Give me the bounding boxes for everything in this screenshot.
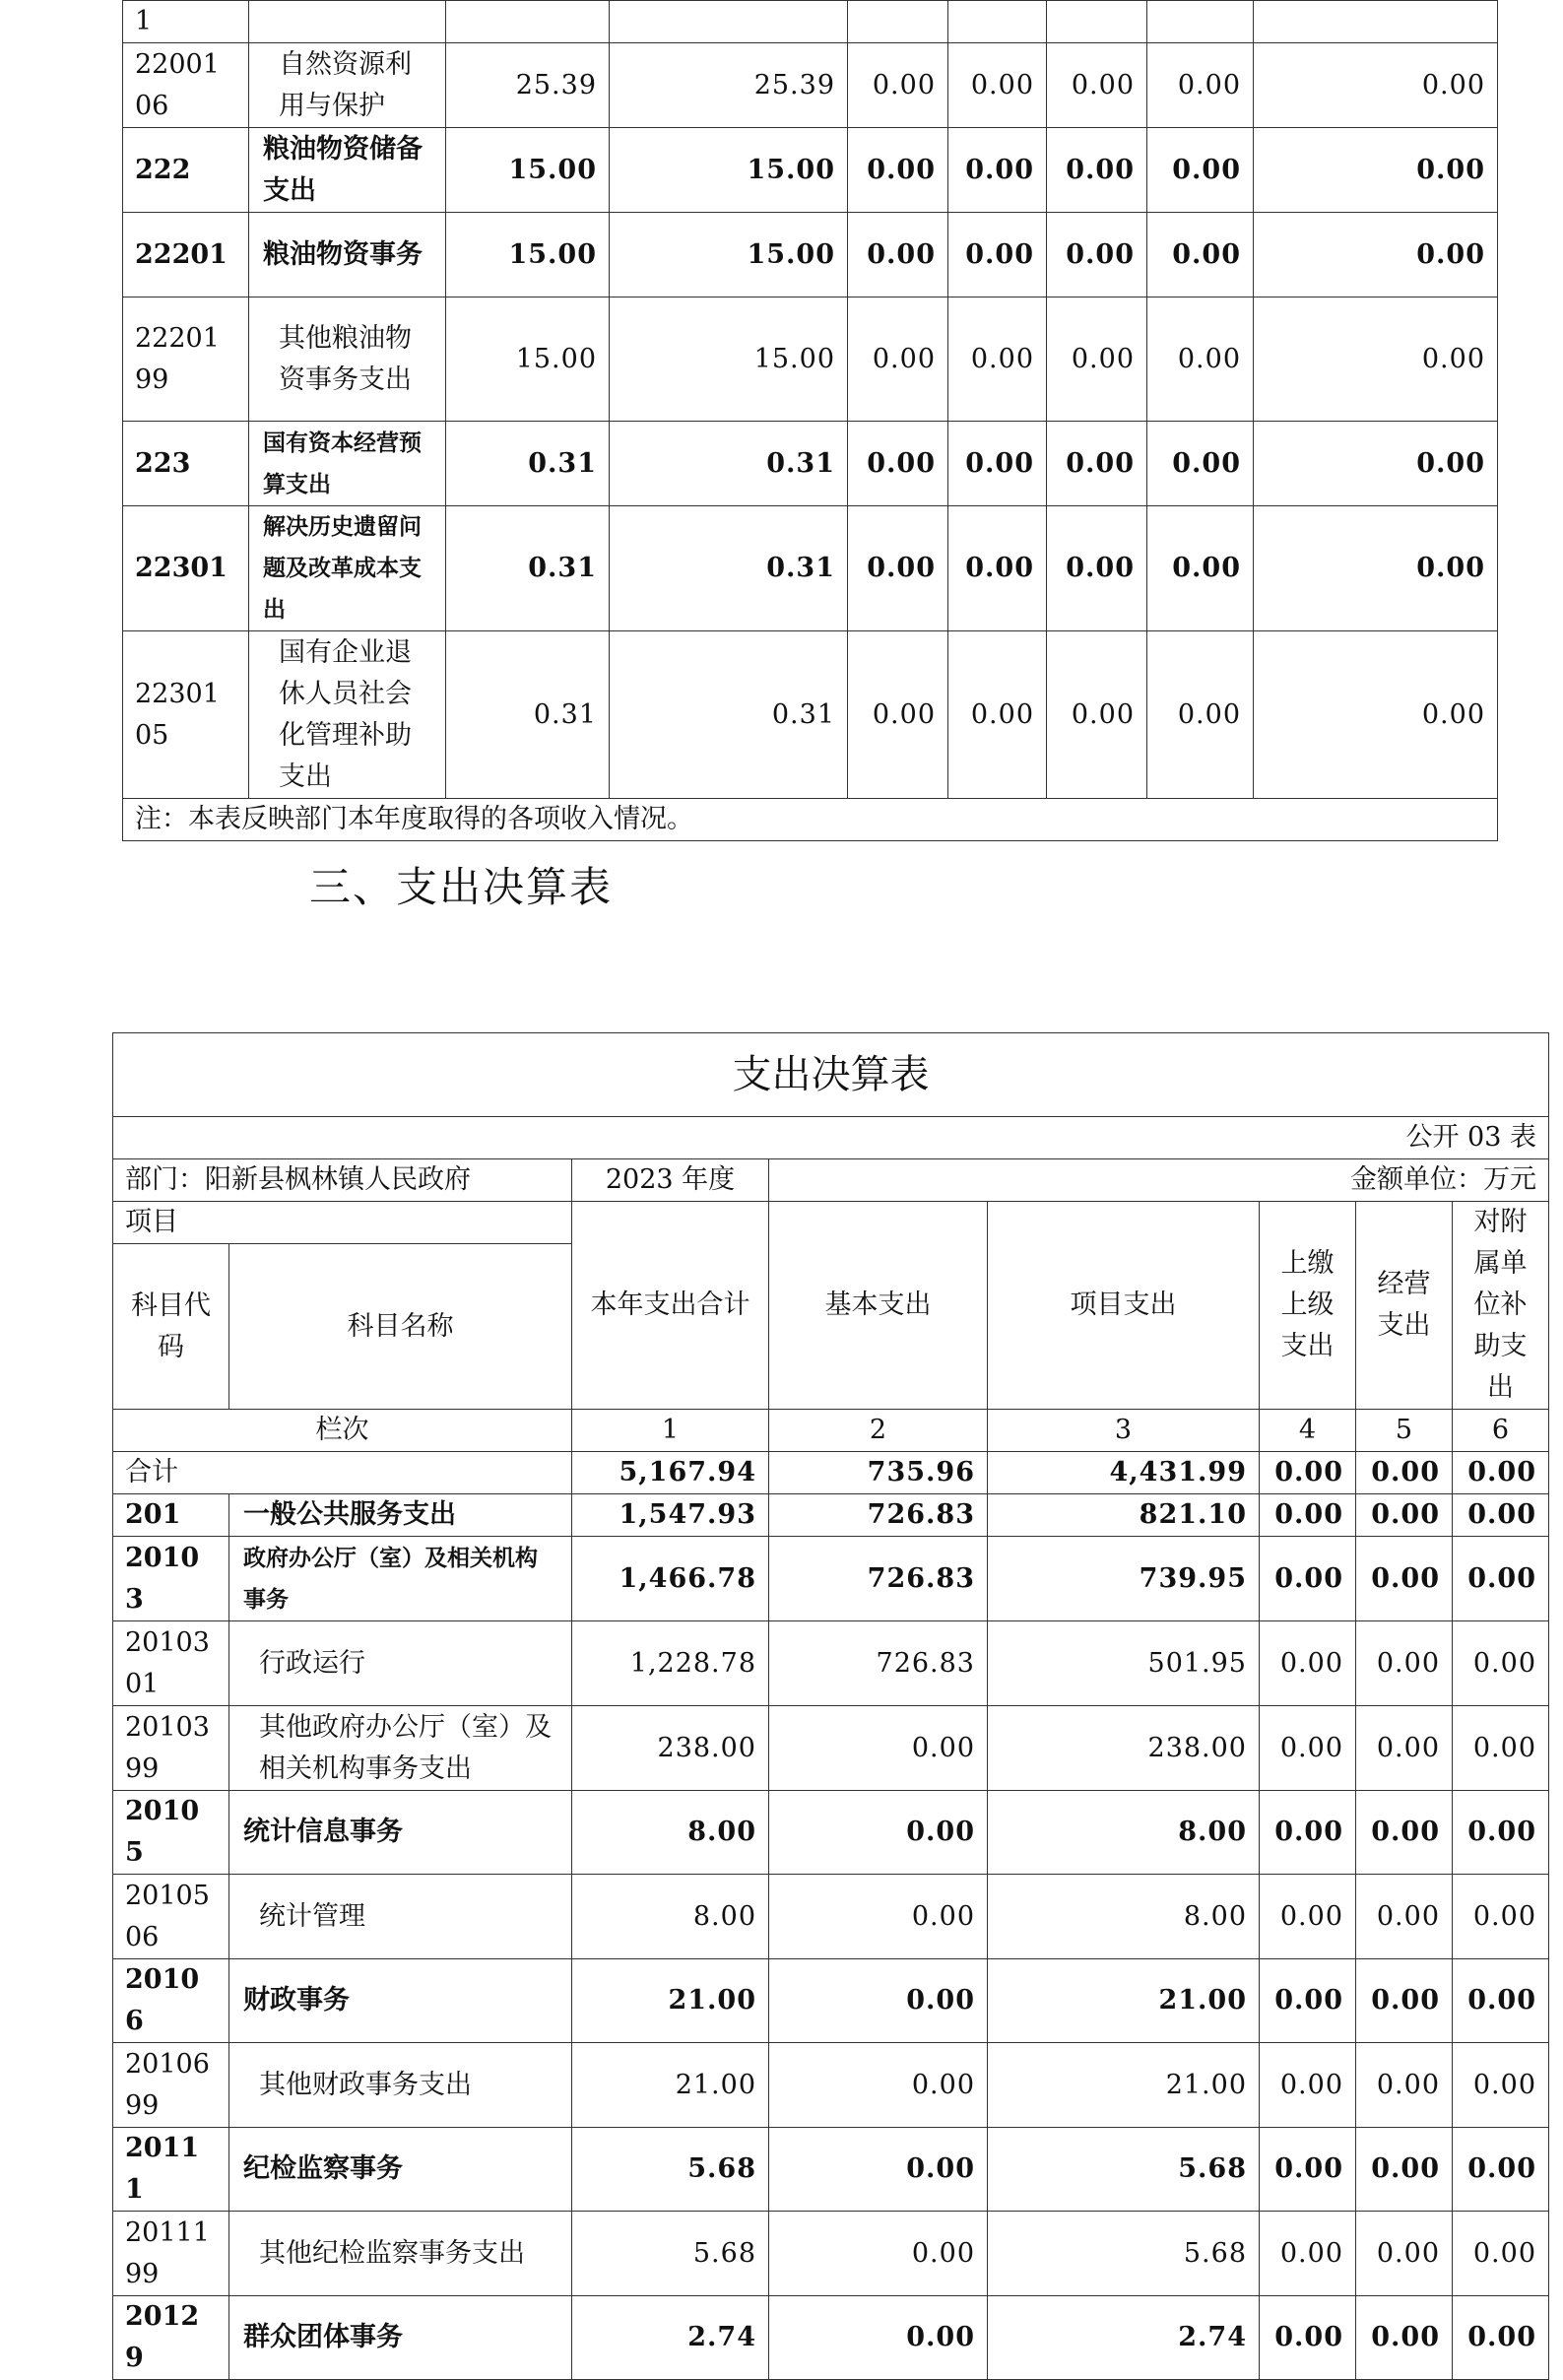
subject-code: 2010506 [113, 1875, 229, 1959]
amount-cell: 0.00 [848, 213, 948, 298]
subject-name: 统计管理 [229, 1875, 572, 1959]
amount-cell: 0.00 [1254, 631, 1498, 799]
amount-cell: 0.00 [848, 43, 948, 128]
amount-cell: 1,466.78 [572, 1537, 769, 1621]
amount-cell: 0.00 [948, 128, 1047, 213]
amount-cell: 821.10 [988, 1494, 1260, 1537]
amount-cell [1047, 1, 1147, 43]
total-value: 0.00 [1356, 1452, 1453, 1494]
amount-cell: 726.83 [769, 1537, 988, 1621]
header-subsidy: 对附属单位补助支出 [1453, 1202, 1549, 1410]
department-label: 部门：阳新县枫林镇人民政府 [113, 1159, 572, 1202]
amount-cell: 501.95 [988, 1621, 1260, 1706]
amount-cell: 0.00 [1356, 2296, 1453, 2380]
amount-unit: 金额单位：万元 [769, 1159, 1549, 1202]
income-table-continued [122, 0, 1498, 841]
amount-cell: 0.00 [1047, 298, 1147, 422]
amount-cell: 0.00 [948, 298, 1047, 422]
amount-cell: 21.00 [572, 1959, 769, 2043]
amount-cell: 0.00 [1453, 1706, 1549, 1791]
subject-code: 2220199 [123, 298, 249, 422]
amount-cell: 0.00 [1453, 1959, 1549, 2043]
subject-code: 1 [123, 1, 249, 43]
amount-cell: 0.00 [1147, 43, 1254, 128]
amount-cell: 0.00 [1356, 1791, 1453, 1875]
table-row [123, 1, 1498, 43]
amount-cell: 0.00 [1260, 1621, 1356, 1706]
subject-code: 2011199 [113, 2212, 229, 2296]
table-row [123, 213, 1498, 298]
amount-cell: 15.00 [446, 128, 610, 213]
amount-cell: 21.00 [988, 1959, 1260, 2043]
amount-cell: 8.00 [572, 1875, 769, 1959]
table-title: 支出决算表 [113, 1033, 1549, 1117]
amount-cell: 238.00 [572, 1706, 769, 1791]
amount-cell: 0.00 [948, 213, 1047, 298]
table-row [113, 2296, 1549, 2380]
amount-cell: 15.00 [446, 213, 610, 298]
amount-cell: 25.39 [446, 43, 610, 128]
total-value: 0.00 [1453, 1452, 1549, 1494]
amount-cell [948, 1, 1047, 43]
subject-code: 222 [123, 128, 249, 213]
amount-cell: 0.00 [948, 422, 1047, 506]
amount-cell: 0.00 [1047, 506, 1147, 631]
amount-cell: 0.00 [1453, 2128, 1549, 2212]
header-name: 科目名称 [229, 1244, 572, 1410]
total-value: 4,431.99 [988, 1452, 1260, 1494]
amount-cell: 25.39 [610, 43, 848, 128]
amount-cell: 0.00 [769, 1791, 988, 1875]
amount-cell: 0.00 [1453, 1875, 1549, 1959]
column-index: 4 [1260, 1410, 1356, 1452]
amount-cell: 0.00 [1147, 128, 1254, 213]
amount-cell: 0.00 [1356, 1875, 1453, 1959]
amount-cell: 0.00 [1260, 1706, 1356, 1791]
total-value: 735.96 [769, 1452, 988, 1494]
amount-cell: 0.00 [1453, 1791, 1549, 1875]
column-index: 2 [769, 1410, 988, 1452]
amount-cell: 0.00 [948, 631, 1047, 799]
amount-cell: 0.00 [1356, 2128, 1453, 2212]
amount-cell: 0.00 [848, 128, 948, 213]
header-total: 本年支出合计 [572, 1202, 769, 1410]
subject-name: 纪检监察事务 [229, 2128, 572, 2212]
amount-cell: 0.00 [848, 631, 948, 799]
subject-code: 20106 [113, 1959, 229, 2043]
amount-cell: 0.00 [1356, 2043, 1453, 2128]
amount-cell: 0.00 [769, 1706, 988, 1791]
subject-name: 政府办公厅（室）及相关机构事务 [229, 1537, 572, 1621]
amount-cell: 0.00 [1260, 1791, 1356, 1875]
amount-cell: 5.68 [988, 2212, 1260, 2296]
amount-cell: 21.00 [988, 2043, 1260, 2128]
amount-cell: 0.00 [1147, 631, 1254, 799]
table-row [113, 2043, 1549, 2128]
table-row [113, 2212, 1549, 2296]
column-index: 5 [1356, 1410, 1453, 1452]
amount-cell: 0.00 [1047, 128, 1147, 213]
amount-cell: 0.00 [1147, 422, 1254, 506]
table-row [123, 43, 1498, 128]
header-item: 项目 [113, 1202, 572, 1244]
total-value: 0.00 [1260, 1452, 1356, 1494]
subject-name: 统计信息事务 [229, 1791, 572, 1875]
subject-name: 其他财政事务支出 [229, 2043, 572, 2128]
amount-cell [848, 1, 948, 43]
amount-cell: 0.00 [769, 2212, 988, 2296]
subject-name: 解决历史遗留问题及改革成本支出 [249, 506, 446, 631]
column-index: 6 [1453, 1410, 1549, 1452]
amount-cell: 0.00 [1260, 1959, 1356, 2043]
subject-code: 2010399 [113, 1706, 229, 1791]
amount-cell: 0.00 [1254, 128, 1498, 213]
table-row [113, 1494, 1549, 1537]
amount-cell: 0.31 [446, 631, 610, 799]
subject-code: 2200106 [123, 43, 249, 128]
amount-cell: 0.31 [446, 422, 610, 506]
table-row [123, 631, 1498, 799]
amount-cell: 0.00 [769, 1959, 988, 2043]
total-value: 5,167.94 [572, 1452, 769, 1494]
column-index-label: 栏次 [113, 1410, 572, 1452]
subject-name: 国有企业退休人员社会化管理补助支出 [249, 631, 446, 799]
amount-cell: 2.74 [572, 2296, 769, 2380]
amount-cell: 0.31 [610, 422, 848, 506]
table-row [123, 506, 1498, 631]
amount-cell: 0.00 [1260, 2128, 1356, 2212]
amount-cell: 0.00 [1260, 1537, 1356, 1621]
subject-code: 22201 [123, 213, 249, 298]
subject-name: 一般公共服务支出 [229, 1494, 572, 1537]
table-row [123, 422, 1498, 506]
amount-cell: 0.00 [1356, 1494, 1453, 1537]
subject-name: 群众团体事务 [229, 2296, 572, 2380]
amount-cell: 15.00 [610, 128, 848, 213]
amount-cell: 8.00 [988, 1875, 1260, 1959]
amount-cell: 0.00 [769, 2296, 988, 2380]
amount-cell: 5.68 [572, 2128, 769, 2212]
table-row [113, 1875, 1549, 1959]
amount-cell: 0.00 [1453, 2212, 1549, 2296]
amount-cell: 15.00 [610, 213, 848, 298]
subject-name: 行政运行 [229, 1621, 572, 1706]
amount-cell: 0.00 [948, 43, 1047, 128]
amount-cell: 0.00 [848, 298, 948, 422]
amount-cell: 238.00 [988, 1706, 1260, 1791]
amount-cell [1147, 1, 1254, 43]
subject-code: 2230105 [123, 631, 249, 799]
amount-cell: 0.00 [769, 1875, 988, 1959]
subject-code: 20129 [113, 2296, 229, 2380]
subject-code: 2010301 [113, 1621, 229, 1706]
table-row [123, 128, 1498, 213]
subject-code: 20103 [113, 1537, 229, 1621]
subject-name: 财政事务 [229, 1959, 572, 2043]
amount-cell: 0.00 [1356, 1621, 1453, 1706]
amount-cell: 0.00 [1147, 298, 1254, 422]
column-index: 3 [988, 1410, 1260, 1452]
subject-name [249, 1, 446, 43]
form-number: 公开 03 表 [113, 1117, 1549, 1159]
amount-cell: 0.00 [1260, 1494, 1356, 1537]
amount-cell: 739.95 [988, 1537, 1260, 1621]
table-note: 注：本表反映部门本年度取得的各项收入情况。 [123, 799, 1498, 841]
amount-cell: 0.00 [1453, 1494, 1549, 1537]
subject-code: 2010699 [113, 2043, 229, 2128]
amount-cell: 5.68 [988, 2128, 1260, 2212]
amount-cell: 0.00 [1254, 506, 1498, 631]
amount-cell: 726.83 [769, 1621, 988, 1706]
header-basic: 基本支出 [769, 1202, 988, 1410]
subject-code: 22301 [123, 506, 249, 631]
subject-code: 20111 [113, 2128, 229, 2212]
amount-cell: 0.00 [1356, 1706, 1453, 1791]
amount-cell: 0.00 [1254, 43, 1498, 128]
amount-cell: 1,228.78 [572, 1621, 769, 1706]
amount-cell: 0.00 [769, 2128, 988, 2212]
amount-cell: 0.00 [1260, 2043, 1356, 2128]
amount-cell: 0.00 [1260, 1875, 1356, 1959]
amount-cell: 0.00 [848, 422, 948, 506]
subject-name: 其他粮油物资事务支出 [249, 298, 446, 422]
subject-name: 粮油物资储备支出 [249, 128, 446, 213]
amount-cell: 0.00 [1453, 2043, 1549, 2128]
fiscal-year: 2023 年度 [572, 1159, 769, 1202]
amount-cell: 15.00 [446, 298, 610, 422]
table-row [113, 1791, 1549, 1875]
amount-cell: 1,547.93 [572, 1494, 769, 1537]
amount-cell: 0.00 [1356, 1959, 1453, 2043]
amount-cell: 0.00 [1254, 422, 1498, 506]
subject-name: 粮油物资事务 [249, 213, 446, 298]
header-remit: 上缴上级支出 [1260, 1202, 1356, 1410]
amount-cell: 8.00 [988, 1791, 1260, 1875]
amount-cell [610, 1, 848, 43]
amount-cell: 0.00 [1453, 2296, 1549, 2380]
amount-cell: 0.00 [1453, 1621, 1549, 1706]
amount-cell: 0.00 [1047, 43, 1147, 128]
amount-cell: 0.00 [848, 506, 948, 631]
amount-cell: 0.00 [1147, 213, 1254, 298]
table-row [123, 298, 1498, 422]
subject-name: 其他政府办公厅（室）及相关机构事务支出 [229, 1706, 572, 1791]
amount-cell: 0.00 [1356, 2212, 1453, 2296]
amount-cell: 5.68 [572, 2212, 769, 2296]
amount-cell: 0.00 [1047, 213, 1147, 298]
amount-cell: 0.00 [1453, 1537, 1549, 1621]
table-row [113, 1959, 1549, 2043]
amount-cell: 21.00 [572, 2043, 769, 2128]
section-title: 三、支出决算表 [309, 863, 614, 911]
subject-name: 其他纪检监察事务支出 [229, 2212, 572, 2296]
amount-cell: 0.00 [1260, 2212, 1356, 2296]
amount-cell: 0.31 [610, 631, 848, 799]
amount-cell: 0.00 [1047, 422, 1147, 506]
amount-cell: 0.00 [1047, 631, 1147, 799]
subject-name: 国有资本经营预算支出 [249, 422, 446, 506]
amount-cell: 0.00 [1254, 213, 1498, 298]
table-row [113, 2128, 1549, 2212]
column-index: 1 [572, 1410, 769, 1452]
subject-code: 20105 [113, 1791, 229, 1875]
amount-cell [1254, 1, 1498, 43]
amount-cell: 0.31 [610, 506, 848, 631]
amount-cell: 0.00 [1356, 1537, 1453, 1621]
amount-cell: 0.31 [446, 506, 610, 631]
expenditure-table [112, 1032, 1549, 2380]
header-code: 科目代码 [113, 1244, 229, 1410]
subject-name: 自然资源利用与保护 [249, 43, 446, 128]
table-row [113, 1621, 1549, 1706]
amount-cell [446, 1, 610, 43]
amount-cell: 15.00 [610, 298, 848, 422]
amount-cell: 0.00 [769, 2043, 988, 2128]
amount-cell: 0.00 [1260, 2296, 1356, 2380]
table-row [113, 1537, 1549, 1621]
table-row [113, 1706, 1549, 1791]
amount-cell: 726.83 [769, 1494, 988, 1537]
header-project: 项目支出 [988, 1202, 1260, 1410]
amount-cell: 8.00 [572, 1791, 769, 1875]
amount-cell: 0.00 [1254, 298, 1498, 422]
amount-cell: 2.74 [988, 2296, 1260, 2380]
amount-cell: 0.00 [948, 506, 1047, 631]
amount-cell: 0.00 [1147, 506, 1254, 631]
subject-code: 223 [123, 422, 249, 506]
total-label: 合计 [113, 1452, 572, 1494]
subject-code: 201 [113, 1494, 229, 1537]
header-business: 经营支出 [1356, 1202, 1453, 1410]
